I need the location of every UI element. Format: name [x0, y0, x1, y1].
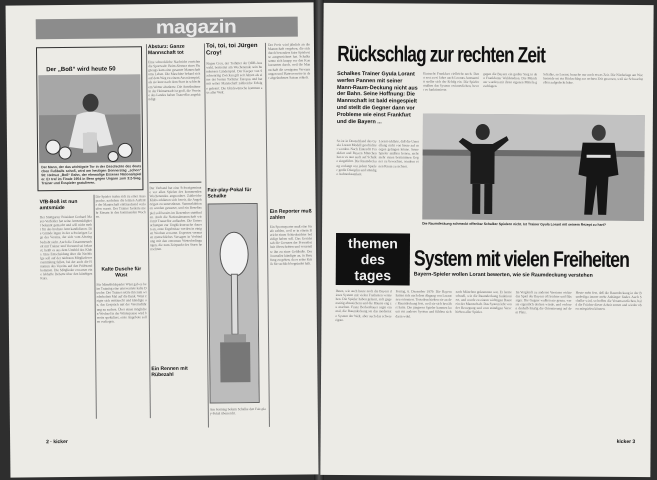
second-body-col1: Ihnen, wie auch heute noch die Bayern dieses System mit vielen Freiheiten verstehen. Die Spieler haben gelernt, sich gegenseitig abzusichern und die Räume eng zu machen. Franz Beckenbauer sagte einmal, die Raumdeckung sei das modernste System der Welt, aber auch das schwierigste. — [335, 288, 392, 322]
article-body-intro3: Schalke, so Lorant, brauche nur noch etwas Zeit. Die Niederlage am Wochenende sei ein Rückschlag zur rechten Zeit gewesen, weil sie Schwachstellen aufgedeckt habe. — [543, 72, 644, 85]
article-photo — [422, 114, 645, 222]
article-title-rennen: Ein Rennen mit Rübezahl — [151, 365, 188, 379]
article-body-col2: Lorant erklärte, daß die Umstellung nicht von heute auf morgen gelingen könne. Seine Spieler müßten lernen, nicht mehr einen bestimmten Gegner zu bewachen, sondern einen Raum zu sichern. — [378, 139, 419, 169]
article-title-abstur: Absturz: Ganze Mannschaft tot — [147, 43, 185, 57]
page-footer: kicker 3 — [616, 438, 636, 446]
second-body-col4: Im Vergleich zu anderen Vereinen wirkte das Spiel der Bayern oft leichter und flüssiger. Die Gegner wußten nie genau, wer sie eigentlich decken würde, und verloren deshalb häufig die Orientierung auf dem Platz. — [515, 290, 572, 315]
fairplay-caption: Am Sonntag bekam Schalke den Fair-play-Pokal überreicht. — [209, 406, 266, 416]
themen-line-1: themen — [348, 235, 398, 252]
article-lead: Schalkes Trainer Gyula Lorant werfen Pannen mit seiner Mann-Raum-Deckung nicht aus der Bahn. Seine Hoffnung: Die Mannschaft ist bald eingespielt und stellt die Gegner dann vor Probleme wie einst Frankfurt und die Bayern ... — [336, 70, 418, 125]
article-body-reporter: Ein Sportreporter muß eine Strafe zahlen, weil er in einem Bericht einen Schiedsrichter beleidigt haben soll. Das Gericht sah die Grenzen der Pressefreiheit überschritten und verurteilte ihn zu einer Geldbuße. Der Journalist kündigte an, in Berufung zu gehen, da er seine Kritik für sachlich begründet hält. — [269, 224, 313, 266]
second-article-subtitle: Bayern-Spieler wollen Lorant bewerten, wie sie Raumdeckung verstehen — [413, 271, 593, 279]
article-body-col5-top: Der Preis wird jährlich an die Mannschaft vergeben, die sich durch besonders faire Spielweise ausgezeichnet hat. Schalke setzte sich knapp vor den Konkurrenten durch, weil die Mannschaft die wenigsten Verwarnungen und Platzverweise in der abgelaufenen Saison erhielt. — [267, 42, 311, 80]
trophy-icon — [209, 204, 260, 404]
article-body-vfb: Der Stuttgarter Präsident Gerhard Mayer-Vorfelder hat seine Amtsmüdigkeit bekannt gemacht und will nicht mehr für das höchste Amt kandidieren. Die Gründe lägen in der schwierigen Lage des Vereins, der sich vom Abstieg bedroht sieht. Auch die Zusammenarbeit mit Trainer und Vorstand sei belastet, heißt es aus dem Umfeld des Klubs. Eine Entscheidung über die Nachfolge soll auf der nächsten Mitgliederversammlung fallen, bei der auch die Finanzen des Vereins auf den Prüfstand kommen. Die Mitglieder erwarten eine lebhafte Debatte über den künftigen Kurs. — [39, 214, 93, 281]
article-body-col1: So ist in Deutschland das Gyula Lorant Modell geschichtet worden. Nach Eintracht Frankfurt und Bayern München hat er es nun auch auf Schalke eingeführt. Die Raumdeckung verlangt von jedem Spieler große Disziplin und ständige Aufmerksamkeit. — [336, 138, 377, 176]
article-body-col2-top: Die Spieler trafen sich zu einer Aussprache, nachdem die letzten Auftritte der Mannschaft enttäuschend verlaufen waren. Der Trainer forderte mehr Einsatz in den kommenden Wochen. — [95, 194, 146, 220]
article-title-reporter: Ein Reporter muß zahlen — [269, 208, 312, 221]
themen-des-tages-box — [336, 233, 410, 286]
article-body-abstur: Eine schreckliche Nachricht erreichte die Sportwelt: Beim Absturz eines Flugzeugs kam eine gesamte Mannschaft ums Leben. Die Maschine befand sich auf dem Weg zu einem Auswärtsspiel, als sie kurz nach dem Start in schlechtem Wetter abstürzte. Die Anteilnahme in der Heimatstadt ist groß, die Vereine des Landes haben Trauerflor angekündigt. — [148, 59, 201, 101]
second-body-col5: Heute steht fest, daß die Raumdeckung in der Bundesliga immer mehr Anhänger findet. Auch Schalke wird, so hoffen die Verantwortlichen, bald die Früchte dieser Arbeit ernten und wieder oben mitspielen können. — [575, 290, 642, 312]
second-body-col2: Freitag, 6. Dezember 1979: Die Bayern hatten sich nach dem Abgang von Lorant neu orientiert. Trotzdem hielten sie an der Raumdeckung fest, weil sie sich bewährt hatte. Die jüngeren Spieler kannten kaum ein anderes System und fühlten sich darin wohl. — [395, 289, 452, 319]
photo-caption: Die Raumdeckung schmeckt offenbar Schalker Spielern nicht. Ist Trainer Gyula Lorant mit seinem Rezept zu hart? — [422, 221, 607, 227]
article-title-tooi: Toi, toi, toi Jürgen Croy! — [205, 42, 258, 57]
feature-photo — [38, 74, 141, 163]
article-title-fairplay: Fair-play-Pokal für Schalke — [207, 187, 252, 200]
article-body-kalte: Für Mittelfeldspieler Wüst gab es beim Training eine unerwartete kalte Dusche: Der Trainer setzte ihn zum wiederholten Mal auf die Bank. Wüst zeigte sich enttäuscht und kündigte an, das Gespräch mit der Vereinsführung zu suchen. Über einen möglichen Wechsel in der Winterpause wird bereits spekuliert, erste Angebote sollen vorliegen. — [96, 282, 147, 324]
article-body-tooi: Jürgen Croy, der Torhüter der DDR-Auswahl, bestreitet am Wochenende sein hundertstes Länderspiel. Der Keeper von Sachsenring Zwickau gilt seit Jahren als einer der besten Torhüter Europas und hat mit seiner Mannschaft zahlreiche Erfolge gefeiert. Die Glückwünsche kommen aus aller Welt. — [206, 60, 263, 95]
themen-line-3: tages — [354, 267, 392, 284]
article-body-intro2: gegen die Bayern ein großer Sieg in den Frankfurter Waldstadion. Die Münchner wurden mit ihren eigenen Mitteln geschlagen. — [483, 71, 538, 89]
second-article-title: System mit vielen Freiheiten — [413, 245, 630, 272]
article-title-kalte: Kalte Dusche für Wüst — [101, 266, 142, 279]
left-page — [6, 2, 319, 477]
feature-title: Der „Boß“ wird heute 50 — [46, 66, 116, 74]
right-page — [320, 3, 653, 477]
feature-caption: Der Mann, der das wichtigste Tor in der Geschichte des deutschen Fußballs schoß, wird am heutigen Donnerstag „schon“ 50: Helmut „Boß“ Rahn, der ehemalige Essener Nationalspieler. Er traf im Finale 1954 in Bern gegen Ungarn zum 3:2-Sieg. Trainer und Exspieler gratulieren. — [41, 164, 142, 186]
column-divider — [149, 182, 201, 184]
article-title-vfb: VfB-Boß ist nun amtsmüde — [39, 198, 78, 212]
article-body-intro: Eintracht Frankfurt vielleicht noch. Denn erst zwei Jahre nach Lorants Amtsantritt stellte sich der Erfolg ein. Die Spieler mußten das System verinnerlichen, bevor es funktionierte. — [423, 71, 480, 93]
fairplay-photo — [208, 203, 260, 404]
article-body-col3: Der Verband hat eine Schweigeminute vor allen Spielen des kommenden Wochenendes angeordnet. Zahlreiche Klubs erklärten sich bereit, die Angehörigen zu unterstützen. Sammelaktionen wurden gestartet, und ein Benefizspiel soll bereits im Dezember stattfinden. Auch die Nationalmannschaft wird mit Trauerflor auflaufen. Die Untersuchungen zur Unglücksursache dauern an, erste Ergebnisse werden in einigen Wochen erwartet. Experten vermuten menschliches Versagen in Verbindung mit den extremen Wetterbedingungen, die zum Zeitpunkt des Starts herrschten. — [149, 185, 203, 252]
themen-line-2: des — [360, 251, 385, 268]
second-body-col3: nach München gekommen war. Er lernte schnell, wie die Raumdeckung funktioniert, und wurde zu einem wichtigen Baustein der Mannschaft. Das System lebt von der Bewegung und vom ständigen Verschieben aller Spieler. — [455, 289, 512, 315]
section-label: magazin — [155, 16, 237, 38]
article-title: Rückschlag zur rechten Zeit — [337, 40, 546, 68]
page-footer: 2 · kicker — [46, 438, 68, 446]
